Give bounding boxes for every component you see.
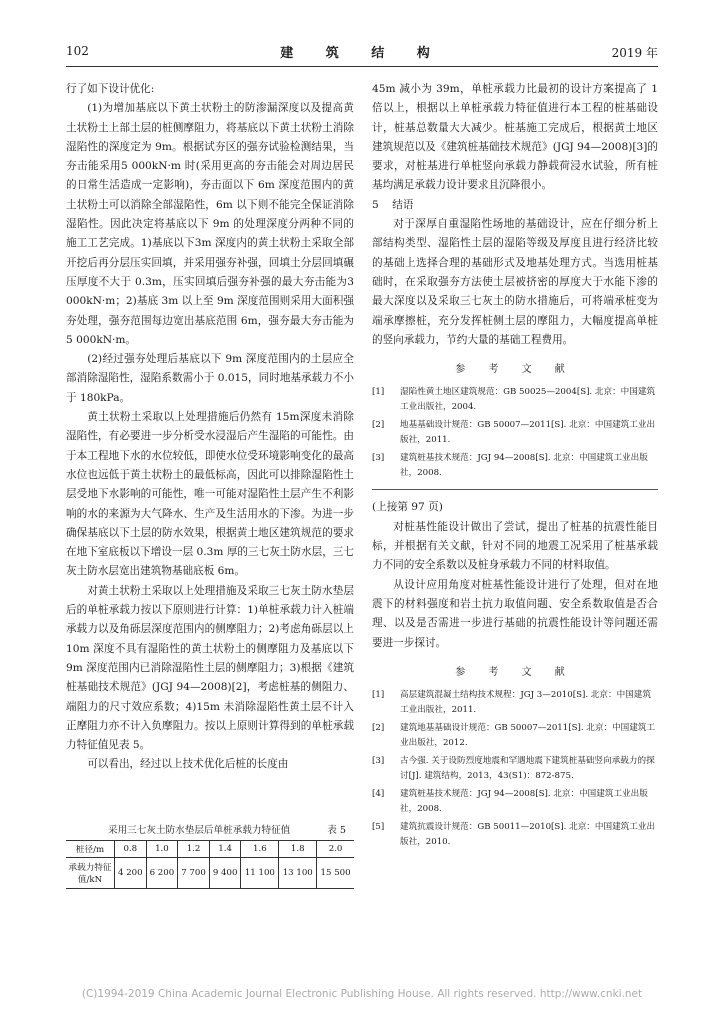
paragraph: 45m 减小为 39m，单桩承载力比最初的设计方案提高了 1 倍以上，根据以上单桩承载力特征值进行本工程的桩基础设计，桩基总数量大大减少。桩基施工完成后，根据黄土地区建筑规范以及《建筑桩基础技术规范》(JGJ 94—2008)[3]的要求，对桩基进行单桩竖向承载力静载荷浸水试验，所有桩基均满足承载力设计要求且沉降很小。 [372, 83, 658, 192]
reference-text: 古今强. 关于设防烈度地震和罕遇地震下建筑桩基础竖向承载力的探讨[J]. 建筑结构，2013，43(S1)：872-875. [400, 756, 655, 782]
reference-item [372, 688, 658, 718]
reference-item [372, 418, 658, 448]
reference-number: [5] [372, 822, 385, 833]
journal-title: 建 筑 结 构 [280, 46, 444, 61]
reference-item [372, 754, 658, 784]
reference-text: 湿陷性黄土地区建筑规范：GB 50025—2004[S]. 北京：中国建筑工业出版社，2004. [400, 387, 656, 413]
reference-item [372, 787, 658, 817]
reference-number: [3] [372, 453, 385, 464]
references-heading: 参 考 文 献 [455, 364, 575, 376]
reference-number: [3] [372, 756, 385, 767]
reference-number: [2] [372, 723, 385, 734]
table-cell: 1.8 [279, 841, 317, 858]
table-cell: 15 500 [317, 858, 354, 889]
running-header [66, 40, 658, 64]
table-cell: 1.4 [209, 841, 241, 858]
table-number: 表 5 [327, 825, 346, 836]
right-column [372, 80, 658, 853]
page-number: 102 [66, 44, 89, 58]
table-cell: 13 100 [279, 858, 317, 889]
table-cell: 1.0 [146, 841, 178, 858]
reference-number: [2] [372, 420, 385, 431]
references-heading: 参 考 文 献 [455, 666, 575, 678]
table-cell: 7 700 [178, 858, 210, 889]
reference-item [372, 451, 658, 481]
reference-text: 地基基础设计规范：GB 50007—2011[S]. 北京：中国建筑工业出版社，2011. [400, 420, 656, 446]
reference-text: 建筑桩基技术规范：JGJ 94—2008[S]. 北京：中国建筑工业出版社，2008. [400, 789, 648, 815]
paragraph: 对桩基性能设计做出了尝试，提出了桩基的抗震性能目标，并根据有关文献，针对不同的地震工况采用了桩基承载力不同的安全系数以及桩身承载力不同的材料取值。 [372, 520, 658, 572]
paragraph: 黄土状粉土采取以上处理措施后仍然有 15m深度未消除湿陷性，有必要进一步分析受水浸湿后产生湿陷的可能性。由于本工程地下水的水位较低，即使水位受环境影响变化的最高水位也远低于黄土状粉土的最低标高，因此可以排除湿陷性土层受地下水影响的可能性，唯一可能对湿陷性土层产生不利影响的水的来源为大气降水、生产及生活用水的下渗。为进一步确保基底以下土层的防水效果，根据黄土地区建筑规范的要求在地下室底板以下增设一层 0.3m 厚的三七灰土防水层，三七灰土防水层宽出建筑物基础底板 6m。 [66, 411, 354, 578]
reference-list [372, 385, 658, 481]
article-divider [372, 489, 658, 490]
table-row-label: 桩径/m [66, 841, 115, 858]
table-title: 采用三七灰土防水垫层后单桩承载力特征值 [108, 825, 291, 836]
continued-note: (上接第 97 页) [372, 501, 443, 514]
paragraph: 行了如下设计优化: [66, 83, 155, 95]
table-cell: 1.6 [241, 841, 279, 858]
table-row [66, 858, 354, 889]
table-cell: 6 200 [146, 858, 178, 889]
reference-item [372, 820, 658, 850]
reference-text: 建筑地基基础设计规范：GB 50007—2011[S]. 北京：中国建筑工业出版社，2012. [400, 723, 656, 749]
reference-text: 建筑抗震设计规范：GB 50011—2010[S]. 北京：中国建筑工业出版社，2010. [400, 822, 656, 848]
reference-text: 建筑桩基技术规范：JGJ 94—2008[S]. 北京：中国建筑工业出版社，2008. [400, 453, 648, 479]
reference-item [372, 385, 658, 415]
table-row [66, 841, 354, 858]
section-number: 5 [372, 198, 379, 211]
section-heading [372, 196, 658, 215]
paragraph: 对黄土状粉土采取以上处理措施及采取三七灰土防水垫层后的单桩承载力按以下原则进行计算：1)单桩承载力计入桩端承载力以及角砾层深度范围内的侧摩阻力；2)考虑角砾层以上 10m 深度不具有湿陷性的黄土状粉土的侧摩阻力及基底以下 9m 深度范围内已消除湿陷性土层的侧摩阻力；3)根据《建筑桩基础技术规范》(JGJ 94—2008)[2]，考虑桩基的侧阻力、端阻力的尺寸效应系数；4)15m 未消除湿陷性黄土层不计入正摩阻力亦不计入负摩阻力。按以上原则计算得到的单桩承载力特征值见表 5。 [66, 584, 354, 752]
paragraph: (2)经过强夯处理后基底以下 9m 深度范围内的土层应全部消除湿陷性，湿陷系数需小于 0.015，同时地基承载力不小于 180kPa。 [66, 353, 354, 404]
table-cell: 2.0 [317, 841, 354, 858]
section-title: 结语 [392, 198, 414, 211]
paragraph: (1)为增加基底以下黄土状粉土的防渗漏深度以及提高黄土状粉土上部土层的桩侧摩阻力，将基底以下黄土状粉土消除湿陷性的深度定为 9m。根据试夯区的强夯试验检测结果，当夯击能采用5 000kN·m 时(采用更高的夯击能会对周边居民的日常生活造成一定影响)，夯击面以下 6m 深度范围内的黄土状粉土可以消除全部湿陷性，6m 以下则不能完全保证消除湿陷性。因此决定将基底以下 9m 的处理深度分两种不同的施工工艺完成。1)基底以下3m 深度内的黄土状粉土采取全部开挖后再分层压实回填，并采用强夯补强，回填土分层回填碾压厚度不大于 0.3m，压实回填后强夯补强的最大夯击能为3 000kN·m；2)基底 3m 以上至 9m 深度范围则采用大面积强夯处理，强夯范围每边宽出基底范围 6m，强夯最大夯击能为 5 000kN·m。 [66, 102, 354, 346]
table-cell: 9 400 [209, 858, 241, 889]
reference-text: 高层建筑混凝土结构技术规程：JGJ 3—2010[S]. 北京：中国建筑工业出版社，2011. [400, 690, 651, 716]
reference-list [372, 688, 658, 850]
table-row-label: 承载力特征值/kN [66, 858, 115, 889]
table-cell: 1.2 [178, 841, 210, 858]
table-cell: 4 200 [115, 858, 147, 889]
table-cell: 11 100 [241, 858, 279, 889]
table-cell: 0.8 [115, 841, 147, 858]
reference-number: [1] [372, 690, 385, 701]
left-column [66, 80, 354, 775]
pile-capacity-table [66, 840, 354, 889]
paragraph: 从设计应用角度对桩基性能设计进行了处理，但对在地震下的材料强度和岩土抗力取值问题、安全系数取值是否合理、以及是否需进一步进行基础的抗震性能设计等问题还需要进一步探讨。 [372, 578, 658, 649]
copyright-footer: (C)1994-2019 China Academic Journal Electronic Publishing House. All rights reserved. http://www.cnki.net [81, 988, 643, 1000]
reference-item [372, 721, 658, 751]
header-rule [66, 66, 658, 67]
issue-year: 2019 年 [611, 46, 658, 60]
paragraph: 可以看出，经过以上技术优化后桩的长度由 [87, 758, 289, 771]
reference-number: [4] [372, 789, 385, 800]
reference-number: [1] [372, 387, 385, 398]
paragraph: 对于深厚自重湿陷性场地的基础设计，应在仔细分析上部结构类型、湿陷性土层的湿陷等级及厚度且进行经济比较的基础上选择合理的基础形式及地基处理方式。当选用桩基础时，在采取强夯方法使土层被挤密的厚度大于水能下渗的最大深度以及采取三七灰土的防水措施后，可将端承桩变为端承摩擦桩，充分发挥桩侧土层的摩阻力，大幅度提高单桩的竖向承载力，节约大量的基础工程费用。 [372, 218, 658, 346]
